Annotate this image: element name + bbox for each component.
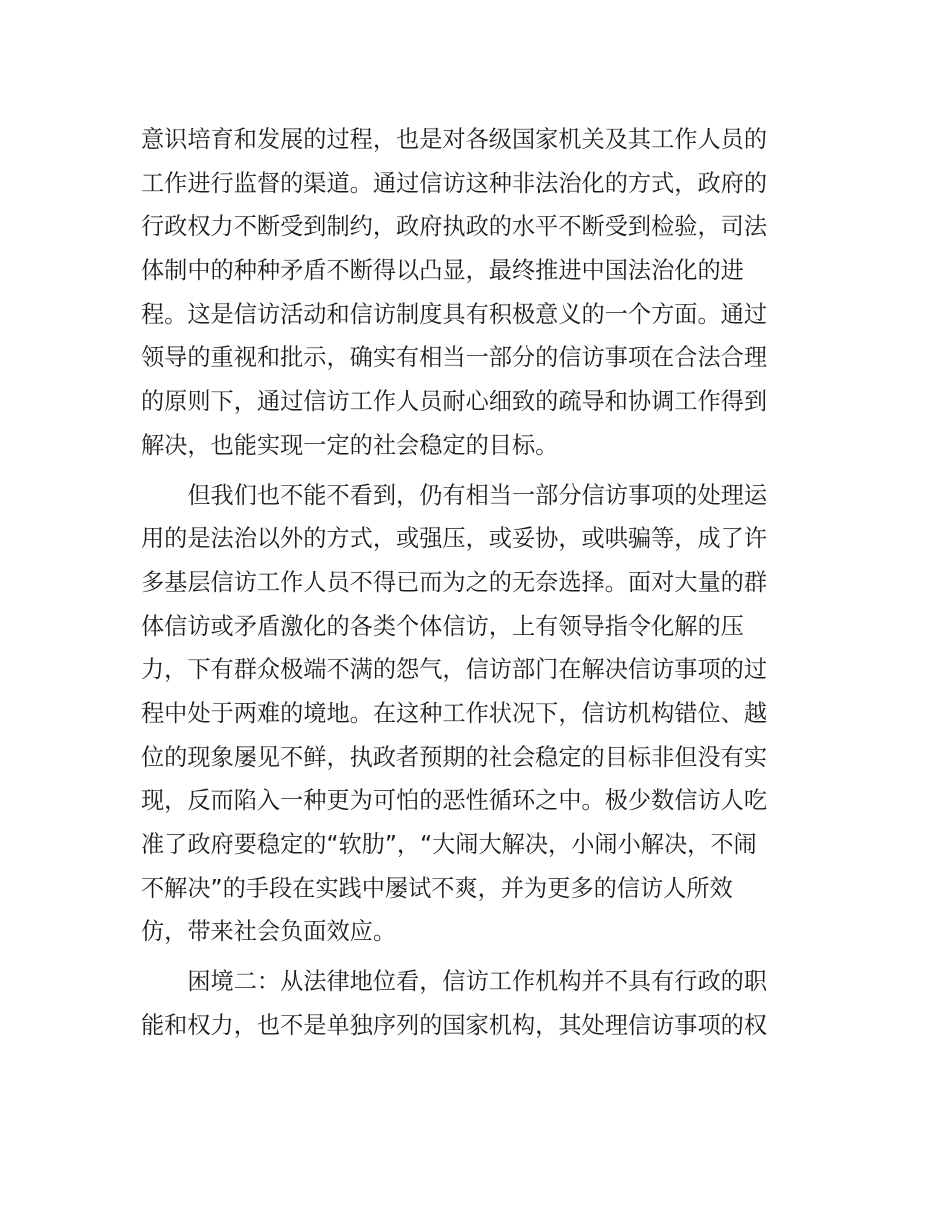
text-line: 但我们也不能不看到，仍有相当一部分信访事项的处理运	[141, 481, 768, 509]
text-line: 解决，也能实现一定的社会稳定的目标。	[141, 431, 559, 459]
paragraph-3	[141, 960, 813, 1047]
text-line: 现，反而陷入一种更为可怕的恶性循环之中。极少数信访人吃	[141, 787, 768, 815]
text-line: 力，下有群众极端不满的怨气，信访部门在解决信访事项的过	[141, 656, 768, 684]
text-line: 体信访或矛盾激化的各类个体信访，上有领导指令化解的压	[141, 612, 744, 640]
text-line: 不解决”的手段在实践中屡试不爽，并为更多的信访人所效	[141, 874, 733, 902]
text-line: 用的是法治以外的方式，或强压，或妥协，或哄骗等，成了许	[141, 525, 768, 553]
text-line: 程。这是信访活动和信访制度具有积极意义的一个方面。通过	[141, 300, 768, 328]
text-line: 准了政府要稳定的“软肋”，“大闹大解决，小闹小解决，不闹	[141, 831, 757, 858]
text-line: 多基层信访工作人员不得已而为之的无奈选择。面对大量的群	[141, 568, 768, 596]
paragraph-2	[141, 474, 813, 955]
text-line: 的原则下，通过信访工作人员耐心细致的疏导和协调工作得到	[141, 388, 768, 416]
text-line: 位的现象屡见不鲜，执政者预期的社会稳定的目标非但没有实	[141, 743, 768, 771]
text-line: 体制中的种种矛盾不断得以凸显，最终推进中国法治化的进	[141, 257, 744, 285]
body-text	[141, 118, 813, 1047]
text-line: 程中处于两难的境地。在这种工作状况下，信访机构错位、越	[141, 699, 768, 727]
text-line: 能和权力，也不是单独序列的国家机构，其处理信访事项的权	[141, 1011, 768, 1039]
text-line: 困境二：从法律地位看，信访工作机构并不具有行政的职	[141, 968, 768, 996]
paragraph-1	[141, 118, 813, 468]
text-line: 仿，带来社会负面效应。	[141, 918, 397, 946]
text-line: 工作进行监督的渠道。通过信访这种非法治化的方式，政府的	[141, 169, 768, 197]
text-line: 行政权力不断受到制约，政府执政的水平不断受到检验，司法	[141, 213, 768, 241]
text-line: 意识培育和发展的过程，也是对各级国家机关及其工作人员的	[141, 126, 768, 153]
text-line: 领导的重视和批示，确实有相当一部分的信访事项在合法合理	[141, 344, 768, 372]
